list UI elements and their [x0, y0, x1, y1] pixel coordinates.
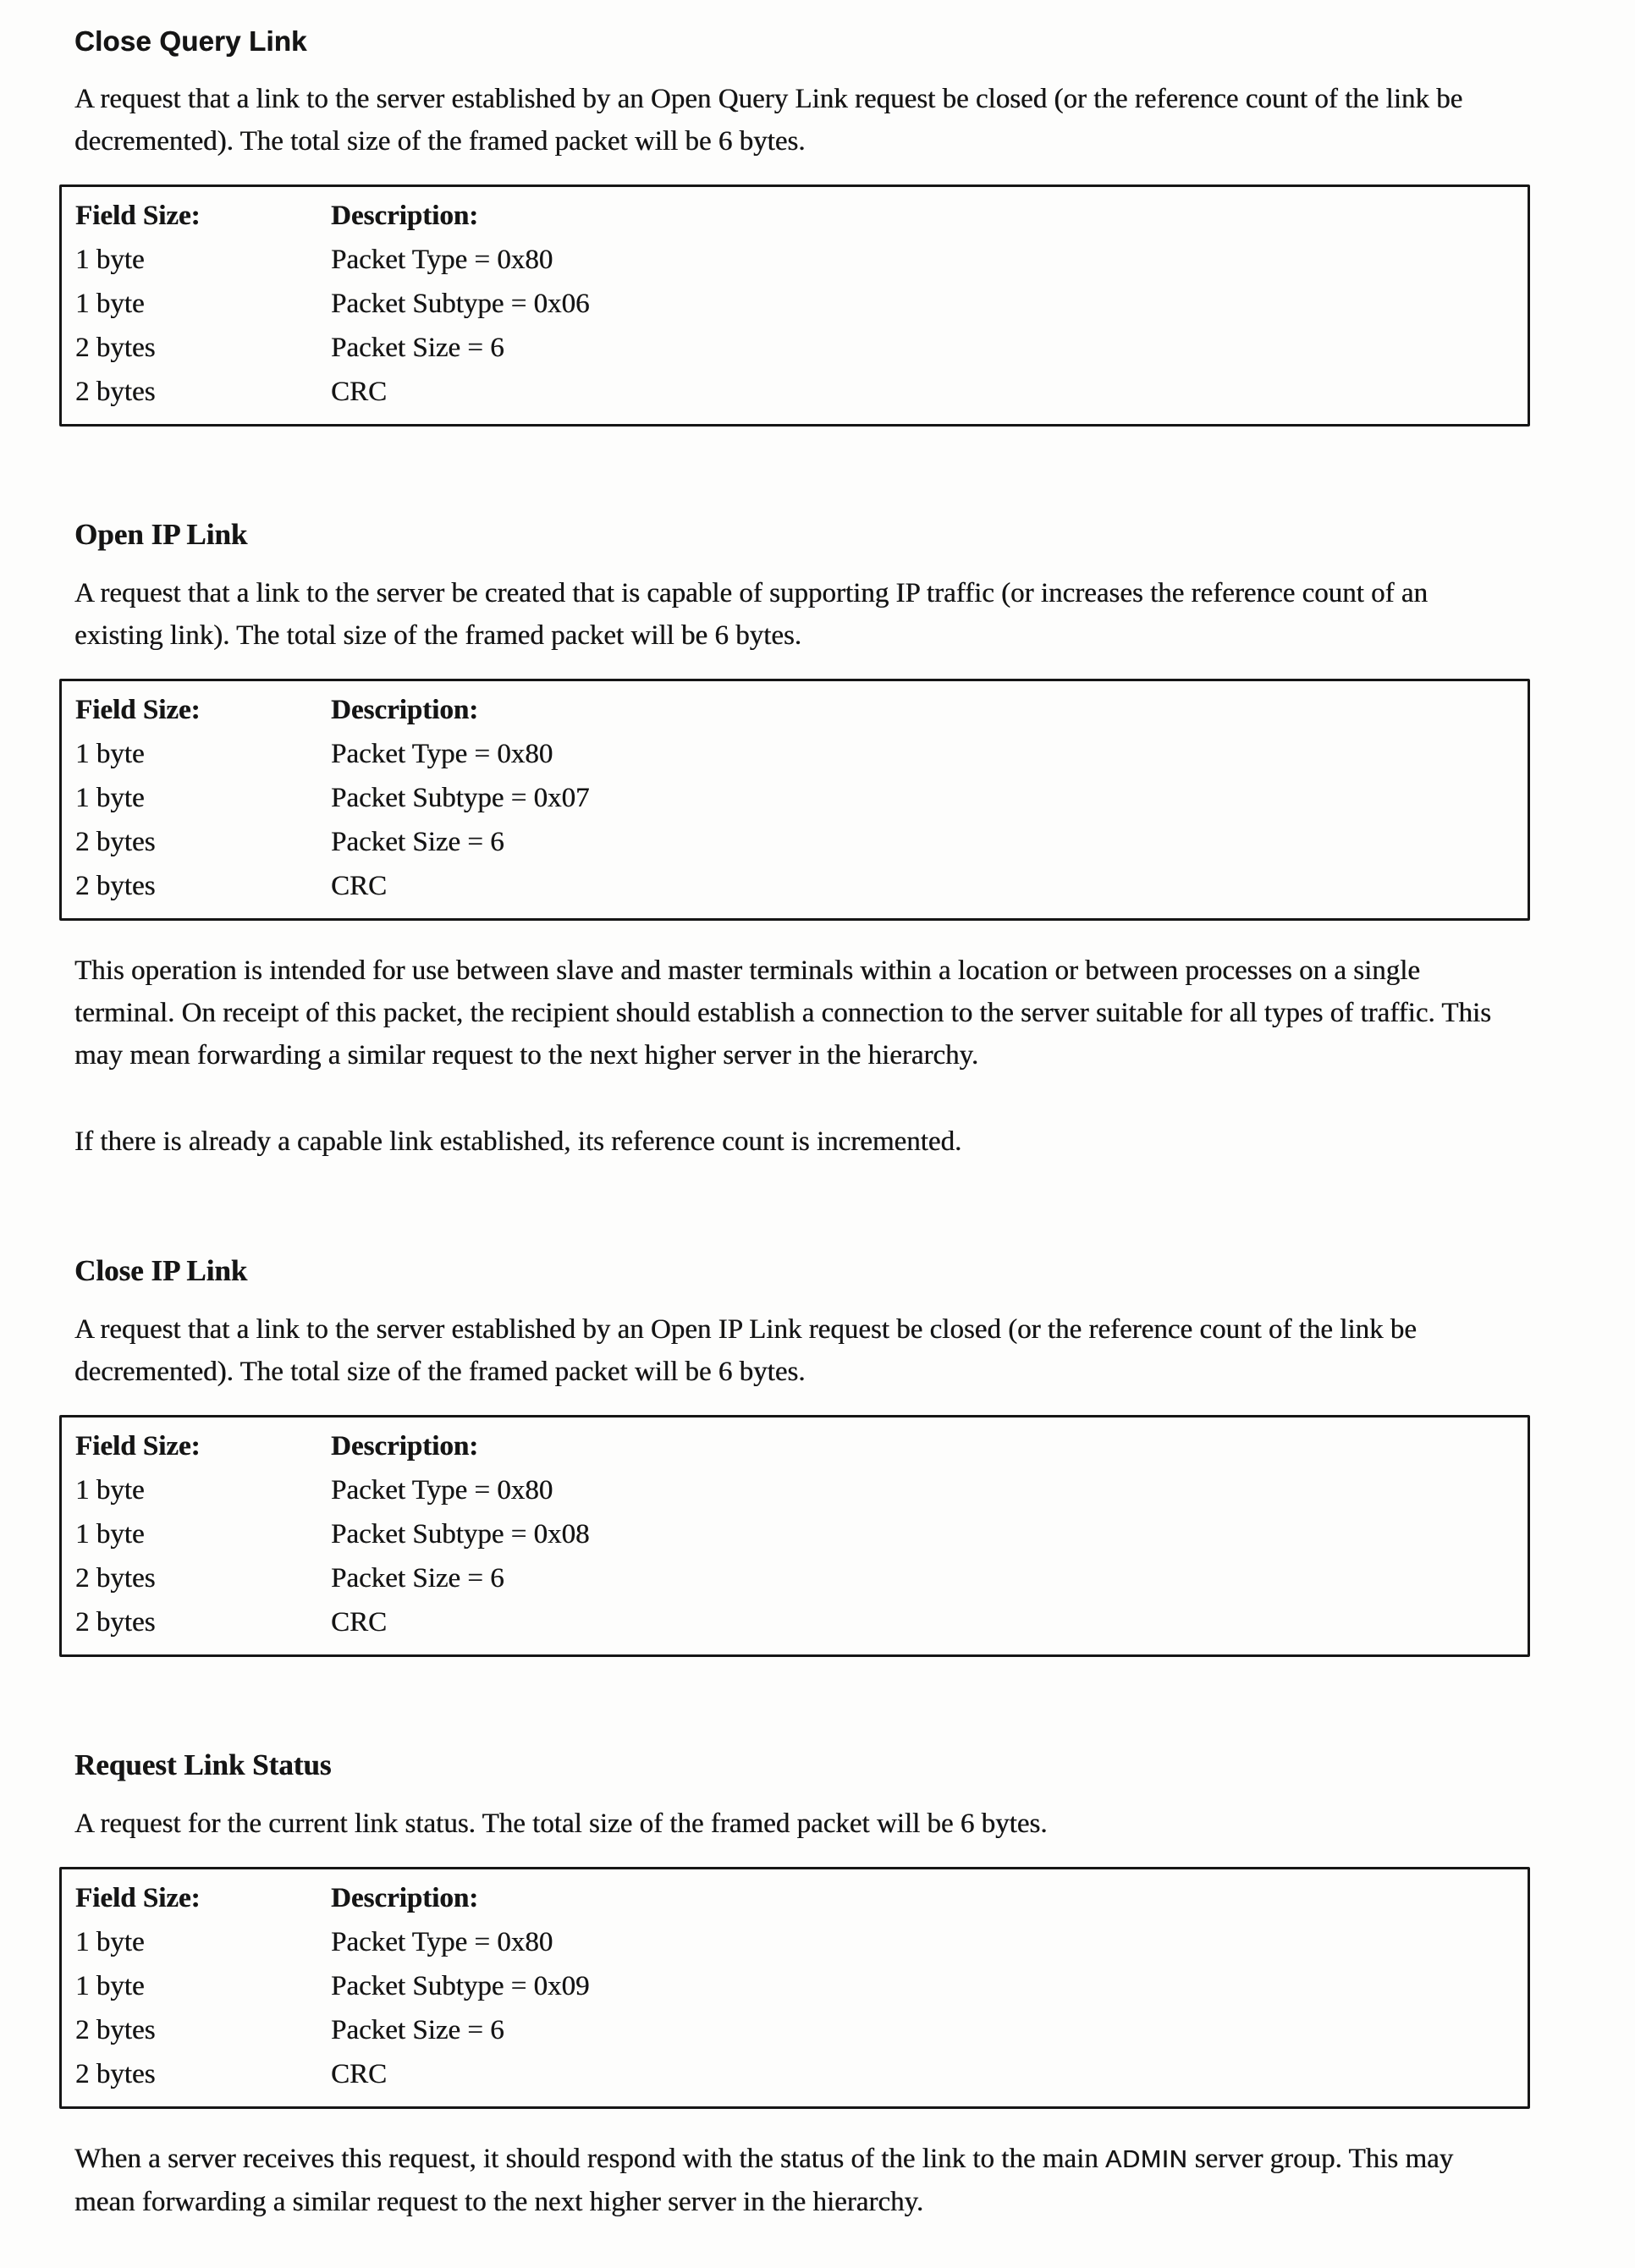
description-header: Description:: [331, 201, 479, 231]
admin-label: ADMIN: [1104, 2146, 1188, 2173]
table-row: [75, 282, 1514, 326]
description-cell: CRC: [331, 2059, 388, 2089]
paragraph: This operation is intended for use between slave and master terminals within a location or between processes on a single terminal. On receipt of this packet, the recipient should establish a connection to the server suitable for all types of traffic. This may mean forwarding a similar request to the next higher server in the hierarchy.: [74, 955, 1491, 1071]
table-row: [75, 2008, 1514, 2052]
field-size-cell: 2 bytes: [75, 2059, 156, 2089]
section-heading: Request Link Status: [74, 1748, 332, 1781]
table-row: [75, 238, 1514, 282]
table-row: [75, 1964, 1514, 2008]
packet-spec-table: [59, 679, 1530, 921]
table-header-row: [75, 1876, 1514, 1920]
paragraph: [74, 2138, 1518, 2223]
field-size-header: Field Size:: [75, 695, 201, 725]
field-size-cell: 2 bytes: [75, 2015, 156, 2045]
field-size-cell: 2 bytes: [75, 1563, 156, 1594]
field-size-cell: 1 byte: [75, 1519, 145, 1550]
description-cell: Packet Size = 6: [331, 1563, 504, 1594]
section-heading: Close Query Link: [74, 25, 307, 57]
field-size-cell: 2 bytes: [75, 333, 156, 363]
description-cell: Packet Type = 0x80: [331, 1475, 553, 1506]
table-header-row: [75, 194, 1514, 238]
description-cell: CRC: [331, 377, 388, 407]
description-header: Description:: [331, 695, 479, 725]
section-request-link-status: [74, 1748, 1518, 2223]
table-row: [75, 820, 1514, 864]
note-text-after: server group. This may mean forwarding a similar request to the next higher server in the hierarchy.: [74, 2144, 1454, 2217]
table-row: [75, 1600, 1514, 1644]
description-cell: Packet Subtype = 0x07: [331, 783, 590, 813]
field-size-cell: 2 bytes: [75, 827, 156, 857]
description-cell: Packet Size = 6: [331, 333, 504, 363]
field-size-cell: 1 byte: [75, 783, 145, 813]
description-cell: Packet Size = 6: [331, 2015, 504, 2045]
table-row: [75, 326, 1514, 370]
section-open-ip-link: [74, 518, 1518, 1163]
description-header: Description:: [331, 1883, 479, 1913]
field-size-cell: 1 byte: [75, 1475, 145, 1506]
section-heading: Close IP Link: [74, 1254, 248, 1287]
table-row: [75, 864, 1514, 908]
table-header-row: [75, 1424, 1514, 1468]
field-size-header: Field Size:: [75, 201, 201, 231]
table-row: [75, 776, 1514, 820]
field-size-cell: 2 bytes: [75, 871, 156, 901]
description-cell: Packet Size = 6: [331, 827, 504, 857]
paragraph: A request for the current link status. The total size of the framed packet will be 6 bytes.: [74, 1808, 1048, 1839]
field-size-header: Field Size:: [75, 1431, 201, 1462]
description-cell: Packet Type = 0x80: [331, 739, 553, 769]
section-close-ip-link: [74, 1254, 1518, 1657]
packet-spec-table: [59, 184, 1530, 427]
paragraph: A request that a link to the server established by an Open IP Link request be closed (or the reference count of the link be decremented). The total size of the framed packet will be 6 bytes.: [74, 1314, 1417, 1387]
description-cell: CRC: [331, 871, 388, 901]
section-heading: Open IP Link: [74, 518, 248, 551]
paragraph: A request that a link to the server established by an Open Query Link request be closed (or the reference count of the link be decremented). The total size of the framed packet will be 6 bytes.: [74, 84, 1463, 157]
field-size-cell: 1 byte: [75, 289, 145, 319]
section-close-query-link: [74, 25, 1518, 427]
table-row: [75, 370, 1514, 414]
description-cell: Packet Type = 0x80: [331, 1927, 553, 1957]
field-size-cell: 2 bytes: [75, 377, 156, 407]
paragraph: A request that a link to the server be created that is capable of supporting IP traffic (or increases the reference count of an existing link). The total size of the framed packet will be 6 bytes.: [74, 578, 1428, 651]
description-cell: CRC: [331, 1607, 388, 1638]
description-cell: Packet Type = 0x80: [331, 245, 553, 275]
table-row: [75, 1468, 1514, 1512]
table-row: [75, 1512, 1514, 1556]
note-text-before: When a server receives this request, it should respond with the status of the link to the main: [74, 2144, 1105, 2174]
field-size-header: Field Size:: [75, 1883, 201, 1913]
field-size-cell: 1 byte: [75, 245, 145, 275]
description-cell: Packet Subtype = 0x06: [331, 289, 590, 319]
description-cell: Packet Subtype = 0x08: [331, 1519, 590, 1550]
table-row: [75, 2052, 1514, 2096]
field-size-cell: 2 bytes: [75, 1607, 156, 1638]
packet-spec-table: [59, 1867, 1530, 2109]
paragraph: If there is already a capable link established, its reference count is incremented.: [74, 1126, 962, 1157]
table-row: [75, 1556, 1514, 1600]
table-row: [75, 1920, 1514, 1964]
table-row: [75, 732, 1514, 776]
field-size-cell: 1 byte: [75, 1971, 145, 2001]
packet-spec-table: [59, 1415, 1530, 1657]
description-cell: Packet Subtype = 0x09: [331, 1971, 590, 2001]
field-size-cell: 1 byte: [75, 739, 145, 769]
description-header: Description:: [331, 1431, 479, 1462]
table-header-row: [75, 688, 1514, 732]
field-size-cell: 1 byte: [75, 1927, 145, 1957]
